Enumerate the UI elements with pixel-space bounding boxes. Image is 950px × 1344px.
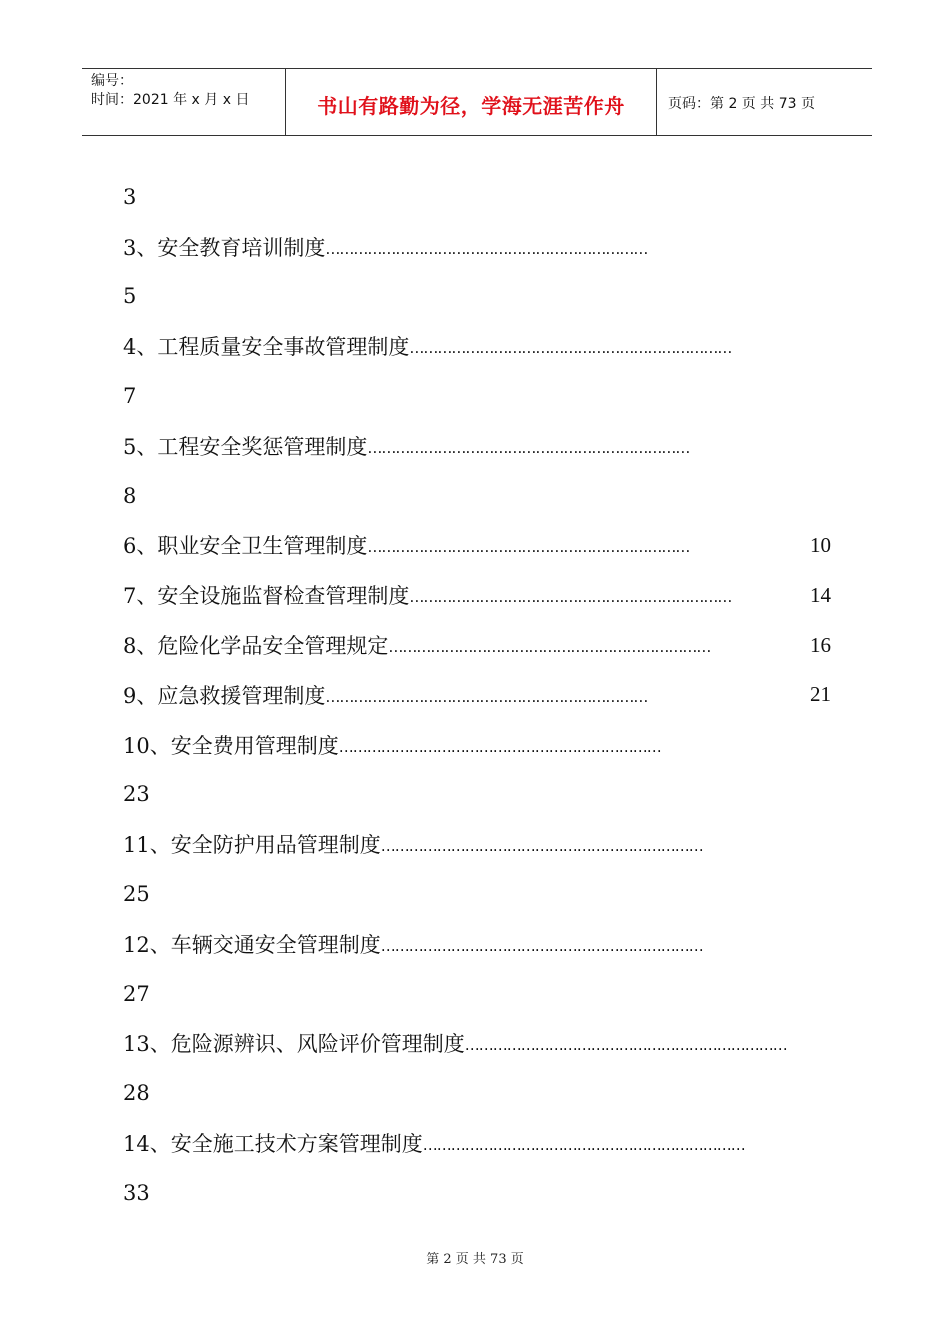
toc-entry-label: 7、安全设施监督检查管理制度 <box>123 584 410 609</box>
toc-leader-dots: …………………………………………………………… <box>422 1136 745 1155</box>
header-meta <box>82 69 285 135</box>
toc-leader-dots: …………………………………………………………… <box>367 438 690 457</box>
toc-leader-dots: …………………………………………………………… <box>380 936 703 955</box>
toc-leader-dots: …………………………………………………………… <box>409 588 732 607</box>
toc-entry[interactable] <box>123 620 831 670</box>
toc-entry[interactable] <box>123 819 831 869</box>
toc-entry-label: 3 <box>123 184 137 209</box>
toc-leader-dots: …………………………………………………………… <box>325 687 648 706</box>
toc-page-number: 21 <box>810 682 831 707</box>
header-slogan-cell <box>285 69 657 135</box>
toc-leader-dots: …………………………………………………………… <box>464 1036 787 1055</box>
toc-leader-dots: …………………………………………………………… <box>380 837 703 856</box>
toc-entry-label: 8、危险化学品安全管理规定 <box>123 634 389 659</box>
toc-entry-label: 5 <box>123 284 137 309</box>
toc-entry[interactable] <box>123 1068 831 1118</box>
toc-leader-dots: …………………………………………………………… <box>367 538 690 557</box>
toc-entry[interactable] <box>123 969 831 1019</box>
page-info: 页码：第 2 页 共 73 页 <box>668 96 815 112</box>
toc-entry-label: 28 <box>123 1081 150 1106</box>
toc-entry-label: 4、工程质量安全事故管理制度 <box>123 335 410 360</box>
toc-entry[interactable] <box>123 670 831 720</box>
toc-entry[interactable] <box>123 222 831 272</box>
toc-entry[interactable] <box>123 321 831 371</box>
toc-entry-label: 27 <box>123 981 150 1006</box>
slogan: 书山有路勤为径，学海无涯苦作舟 <box>317 93 625 118</box>
toc-page-number: 10 <box>810 532 831 557</box>
toc-entry[interactable] <box>123 272 831 322</box>
toc-entry-label: 10、安全费用管理制度 <box>123 733 339 758</box>
date-label: 时间：2021 年 x 月 x 日 <box>91 92 250 108</box>
toc-entry[interactable] <box>123 1118 831 1168</box>
toc-entry[interactable] <box>123 1168 831 1218</box>
toc-leader-dots: …………………………………………………………… <box>325 239 648 258</box>
toc-entry[interactable] <box>123 570 831 620</box>
toc-entry-label: 6、职业安全卫生管理制度 <box>123 534 368 559</box>
toc-leader-dots: …………………………………………………………… <box>388 638 711 657</box>
toc-entry-label: 3、安全教育培训制度 <box>123 235 326 260</box>
header-page-info-cell <box>657 69 872 135</box>
toc-entry-label: 13、危险源辨识、风险评价管理制度 <box>123 1032 465 1057</box>
toc-entry-label: 12、车辆交通安全管理制度 <box>123 932 381 957</box>
toc-entry[interactable] <box>123 521 831 571</box>
toc-entry-label: 33 <box>123 1180 150 1205</box>
document-header <box>82 68 872 136</box>
toc-entry-label: 5、工程安全奖惩管理制度 <box>123 434 368 459</box>
toc-entry[interactable] <box>123 1019 831 1069</box>
toc-entry-label: 7 <box>123 384 137 409</box>
toc-entry-label: 14、安全施工技术方案管理制度 <box>123 1132 423 1157</box>
toc-page-number: 14 <box>810 582 831 607</box>
toc-entry-label: 23 <box>123 782 150 807</box>
toc-entry[interactable] <box>123 421 831 471</box>
toc-entry[interactable] <box>123 720 831 770</box>
toc-entry[interactable] <box>123 371 831 421</box>
toc-entry-label: 8 <box>123 483 137 508</box>
toc-page-number: 16 <box>810 632 831 657</box>
table-of-contents <box>123 172 831 1218</box>
toc-leader-dots: …………………………………………………………… <box>338 737 661 756</box>
toc-leader-dots: …………………………………………………………… <box>409 339 732 358</box>
page-footer: 第 2 页 共 73 页 <box>426 1252 524 1267</box>
toc-entry[interactable] <box>123 471 831 521</box>
toc-entry[interactable] <box>123 869 831 919</box>
toc-entry[interactable] <box>123 919 831 969</box>
toc-entry[interactable] <box>123 770 831 820</box>
toc-entry-label: 11、安全防护用品管理制度 <box>123 833 381 858</box>
toc-entry-label: 25 <box>123 882 150 907</box>
toc-entry-label: 9、应急救援管理制度 <box>123 683 326 708</box>
serial-number-label: 编号： <box>91 73 133 89</box>
toc-entry[interactable] <box>123 172 831 222</box>
